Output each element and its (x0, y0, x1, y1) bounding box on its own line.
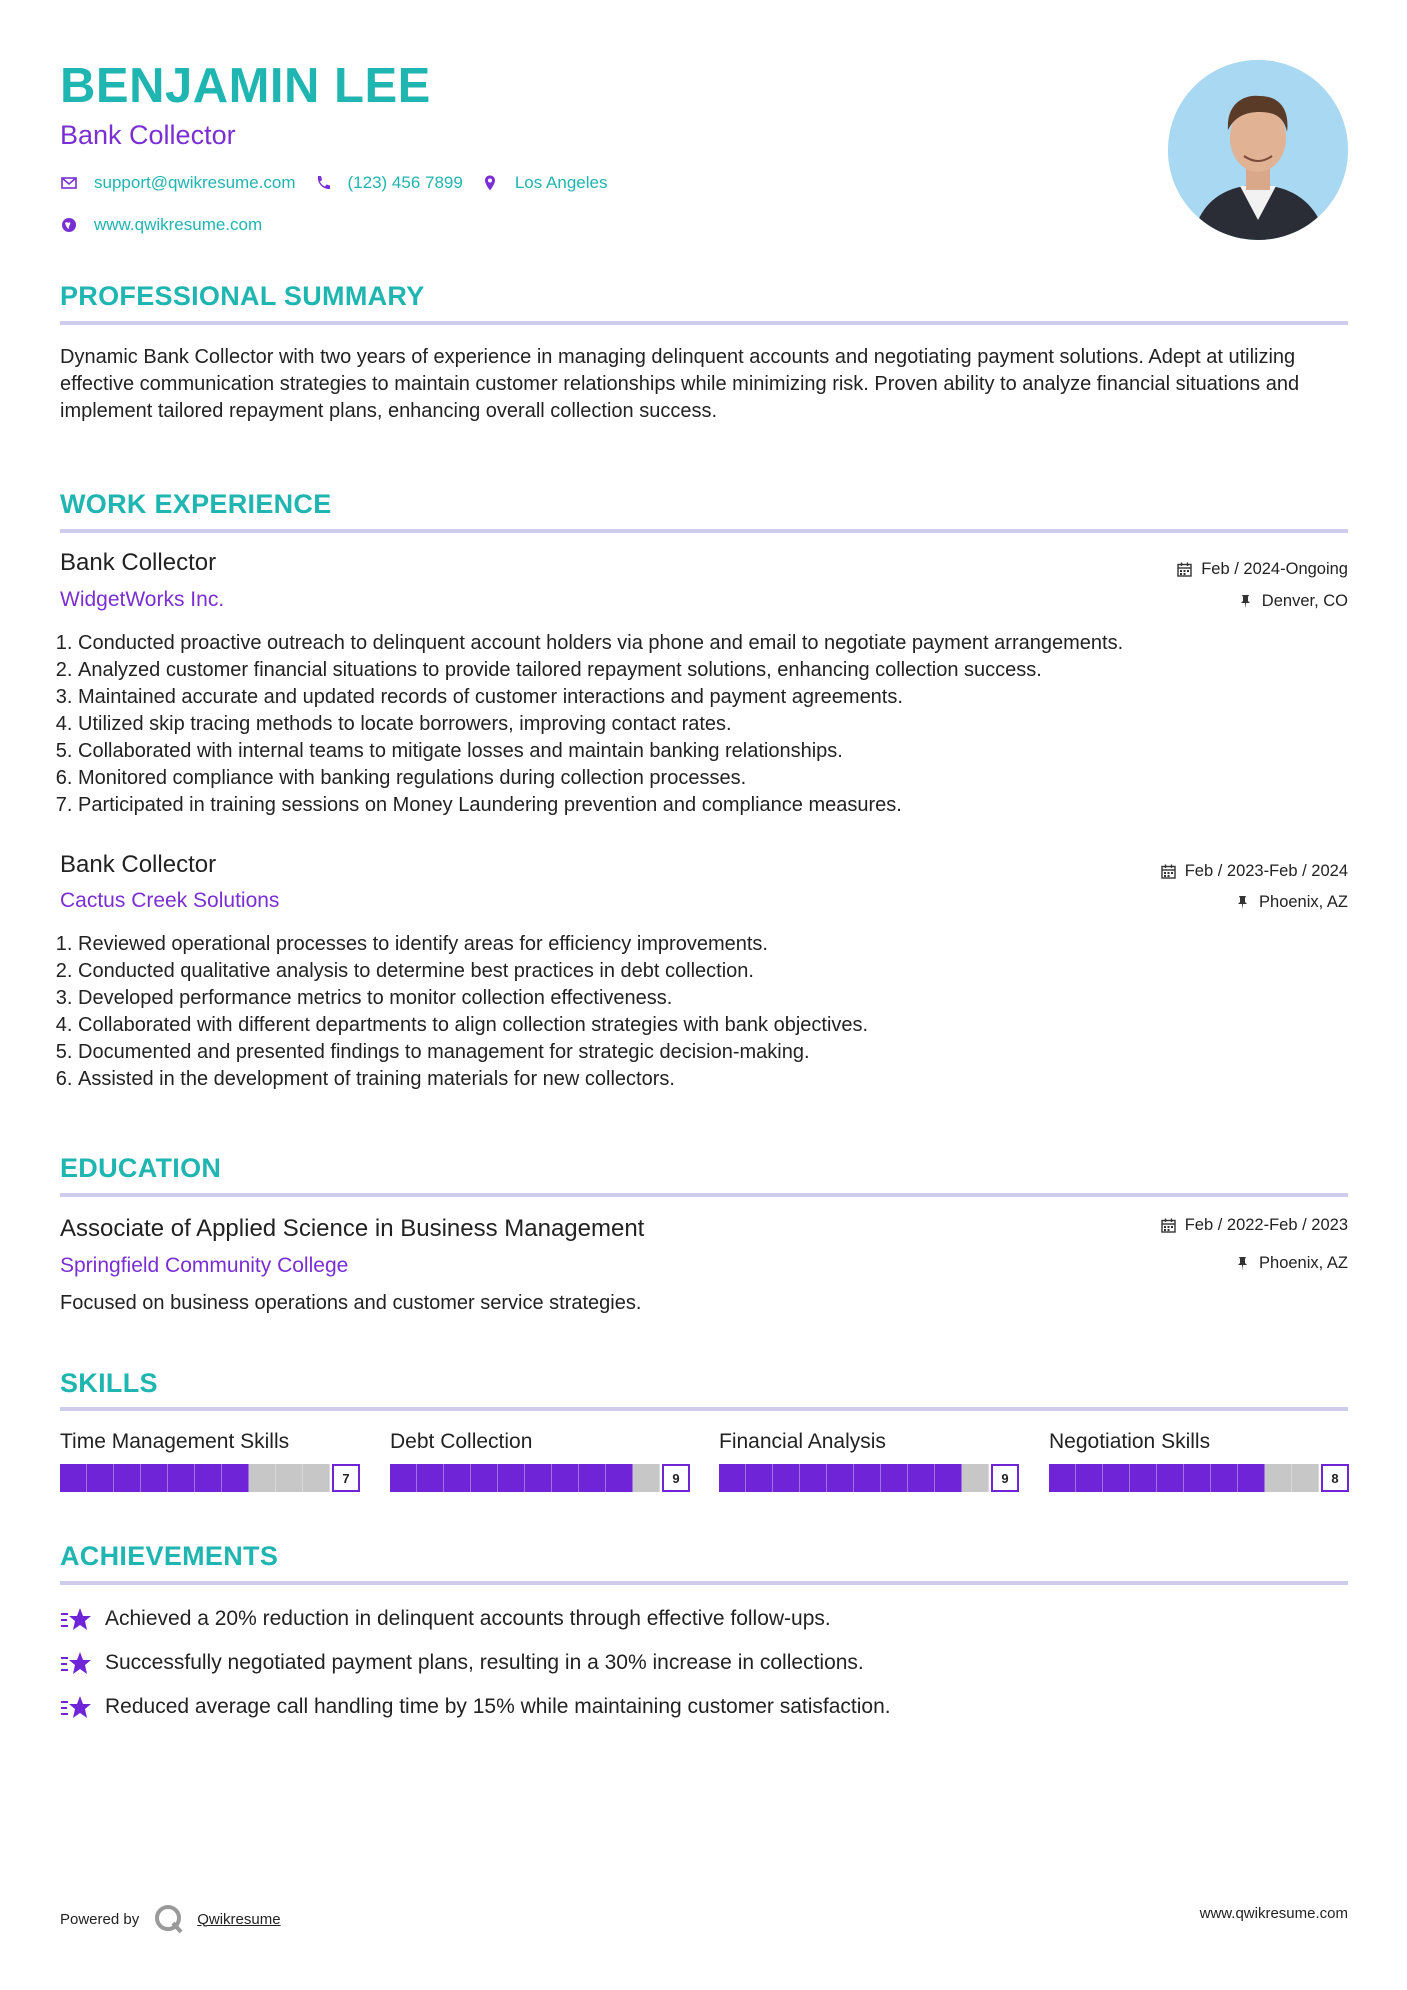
skill-level-badge: 9 (991, 1464, 1019, 1492)
contact-row (60, 173, 607, 193)
list-item: 6. Monitored compliance with banking regulations during collection processes. (78, 765, 1378, 792)
list-item: 3. Developed performance metrics to monitor collection effectiveness. (78, 985, 1378, 1012)
skill-bar-filled-segment (114, 1464, 141, 1492)
section-divider (60, 1581, 1348, 1585)
phone-number[interactable]: (123) 456 7899 (347, 173, 463, 192)
skill-bar-filled-segment (854, 1464, 881, 1492)
education-heading: EDUCATION (60, 1153, 222, 1183)
calendar-icon (1177, 562, 1192, 577)
skill-bar-filled-segment (746, 1464, 773, 1492)
globe-icon (60, 216, 78, 234)
skill-bar-filled-segment (525, 1464, 552, 1492)
job-duties-list (60, 630, 1378, 819)
footer-url[interactable]: www.qwikresume.com (1199, 1905, 1348, 1922)
education-location-text: Phoenix, AZ (1259, 1254, 1348, 1272)
skill-level-badge: 8 (1321, 1464, 1349, 1492)
candidate-name: BENJAMIN LEE (60, 59, 431, 113)
skill-bar-filled-segment (800, 1464, 827, 1492)
achievement-item (60, 1606, 831, 1632)
skill-bar-empty-segment (249, 1464, 276, 1492)
skill-bar-filled-segment (1103, 1464, 1130, 1492)
summary-text: Dynamic Bank Collector with two years of experience in managing delinquent accounts and negotiating payment solutions. Adept at utilizing effective communication strategies to maintain customer relationships while minimizing risk. Proven ability to analyze financial situations and implement tailored repayment plans, enhancing overall collection success. (60, 346, 1300, 422)
job-dates (1177, 560, 1348, 579)
skill-level-badge: 7 (332, 1464, 360, 1492)
summary-heading: PROFESSIONAL SUMMARY (60, 281, 425, 311)
candidate-role: Bank Collector (60, 120, 236, 150)
list-item: 3. Maintained accurate and updated records of customer interactions and payment agreements. (78, 684, 1378, 711)
calendar-icon (1161, 864, 1176, 879)
job-location (1238, 592, 1348, 611)
job-title: Bank Collector (60, 851, 217, 878)
skill-bar-filled-segment (881, 1464, 908, 1492)
skill-bar-filled-segment (471, 1464, 498, 1492)
skill-bar-empty-segment (303, 1464, 330, 1492)
skill-bar-filled-segment (1211, 1464, 1238, 1492)
powered-by-label: Powered by (60, 1910, 140, 1928)
skill-bar-filled-segment (222, 1464, 249, 1492)
skill-bar-empty-segment (1265, 1464, 1292, 1492)
job-dates-text: Feb / 2024-Ongoing (1201, 560, 1348, 578)
profile-photo (1168, 60, 1348, 240)
achievement-text: Successfully negotiated payment plans, resulting in a 30% increase in collections. (105, 1651, 864, 1674)
skill-bar-filled-segment (1184, 1464, 1211, 1492)
job-location (1235, 893, 1348, 912)
calendar-icon (1161, 1218, 1176, 1233)
job-location-text: Phoenix, AZ (1259, 893, 1348, 911)
skill-item (390, 1430, 690, 1492)
location-text: Los Angeles (514, 173, 608, 192)
email-icon (60, 174, 78, 192)
list-item: 7. Participated in training sessions on Money Laundering prevention and compliance measures. (78, 792, 1378, 819)
skill-bar-filled-segment (552, 1464, 579, 1492)
section-divider (60, 321, 1348, 325)
skill-bar-filled-segment (1130, 1464, 1157, 1492)
skill-name: Negotiation Skills (1049, 1430, 1211, 1453)
footer-powered (60, 1903, 281, 1935)
skill-bar-filled-segment (827, 1464, 854, 1492)
skill-bar-empty-segment (276, 1464, 303, 1492)
section-divider (60, 1193, 1348, 1197)
qwikresume-logo-icon (153, 1903, 185, 1935)
skill-name: Financial Analysis (719, 1430, 886, 1453)
map-pin-icon (481, 174, 499, 192)
skill-bar-filled-segment (1049, 1464, 1076, 1492)
skill-bar-filled-segment (390, 1464, 417, 1492)
list-item: 4. Utilized skip tracing methods to locate borrowers, improving contact rates. (78, 711, 1378, 738)
skill-name: Debt Collection (390, 1430, 533, 1453)
skill-bar-empty-segment (1292, 1464, 1319, 1492)
website-link[interactable]: www.qwikresume.com (94, 215, 263, 234)
skill-bar-filled-segment (719, 1464, 746, 1492)
list-item: 1. Reviewed operational processes to identify areas for efficiency improvements. (78, 931, 1378, 958)
achievement-text: Reduced average call handling time by 15% while maintaining customer satisfaction. (105, 1695, 891, 1718)
website-row (60, 215, 262, 235)
skill-bar (719, 1464, 1019, 1492)
skill-bar (60, 1464, 360, 1492)
skill-bar-filled-segment (1157, 1464, 1184, 1492)
skill-name: Time Management Skills (60, 1430, 290, 1453)
skill-item (60, 1430, 360, 1492)
experience-heading: WORK EXPERIENCE (60, 489, 332, 519)
education-description: Focused on business operations and customer service strategies. (60, 1292, 642, 1314)
skill-bar-filled-segment (87, 1464, 114, 1492)
skill-bar-filled-segment (141, 1464, 168, 1492)
pin-icon (1238, 594, 1253, 609)
skill-bar-filled-segment (773, 1464, 800, 1492)
skill-bar-empty-segment (633, 1464, 660, 1492)
list-item: 5. Documented and presented findings to management for strategic decision-making. (78, 1039, 1378, 1066)
skills-heading: SKILLS (60, 1368, 158, 1398)
pin-icon (1235, 895, 1250, 910)
list-item: 6. Assisted in the development of training materials for new collectors. (78, 1066, 1378, 1093)
skill-bar-filled-segment (195, 1464, 222, 1492)
skill-bar-filled-segment (498, 1464, 525, 1492)
section-divider (60, 529, 1348, 533)
qwikresume-link[interactable]: Qwikresume (197, 1910, 281, 1928)
skill-bar (390, 1464, 690, 1492)
skill-bar (1049, 1464, 1349, 1492)
skill-bar-empty-segment (962, 1464, 989, 1492)
education-dates-text: Feb / 2022-Feb / 2023 (1184, 1216, 1348, 1234)
skill-bar-filled-segment (579, 1464, 606, 1492)
achievements-heading: ACHIEVEMENTS (60, 1541, 279, 1571)
skill-item (1049, 1430, 1349, 1492)
skill-bar-filled-segment (606, 1464, 633, 1492)
school-name: Springfield Community College (60, 1254, 349, 1277)
skill-bar-filled-segment (444, 1464, 471, 1492)
skill-bar-filled-segment (417, 1464, 444, 1492)
company-name: WidgetWorks Inc. (60, 588, 225, 611)
phone-icon (314, 174, 332, 192)
pin-icon (1235, 1256, 1250, 1271)
achievement-text: Achieved a 20% reduction in delinquent accounts through effective follow-ups. (105, 1607, 831, 1630)
job-dates-text: Feb / 2023-Feb / 2024 (1184, 862, 1348, 880)
email-link[interactable]: support@qwikresume.com (94, 173, 296, 192)
job-title: Bank Collector (60, 549, 217, 576)
star-icon (60, 1650, 92, 1676)
degree-title: Associate of Applied Science in Business Management (60, 1215, 645, 1242)
list-item: 2. Analyzed customer financial situations to provide tailored repayment solutions, enhancing collection success. (78, 657, 1378, 684)
skill-bar-filled-segment (1238, 1464, 1265, 1492)
list-item: 1. Conducted proactive outreach to delinquent account holders via phone and email to negotiate payment arrangements. (78, 630, 1378, 657)
job-location-text: Denver, CO (1261, 592, 1348, 610)
list-item: 5. Collaborated with internal teams to mitigate losses and maintain banking relationships. (78, 738, 1378, 765)
achievement-item (60, 1694, 891, 1720)
star-icon (60, 1694, 92, 1720)
skill-bar-filled-segment (168, 1464, 195, 1492)
education-location (1235, 1254, 1348, 1273)
star-icon (60, 1606, 92, 1632)
company-name: Cactus Creek Solutions (60, 889, 280, 912)
section-divider (60, 1407, 1348, 1411)
education-dates (1161, 1216, 1348, 1235)
achievement-item (60, 1650, 864, 1676)
skill-bar-filled-segment (908, 1464, 935, 1492)
list-item: 4. Collaborated with different departments to align collection strategies with bank objectives. (78, 1012, 1378, 1039)
skill-bar-filled-segment (935, 1464, 962, 1492)
skill-bar-filled-segment (60, 1464, 87, 1492)
skill-level-badge: 9 (662, 1464, 690, 1492)
skill-bar-filled-segment (1076, 1464, 1103, 1492)
list-item: 2. Conducted qualitative analysis to determine best practices in debt collection. (78, 958, 1378, 985)
skill-item (719, 1430, 1019, 1492)
job-duties-list (60, 931, 1378, 1093)
job-dates (1161, 862, 1348, 881)
